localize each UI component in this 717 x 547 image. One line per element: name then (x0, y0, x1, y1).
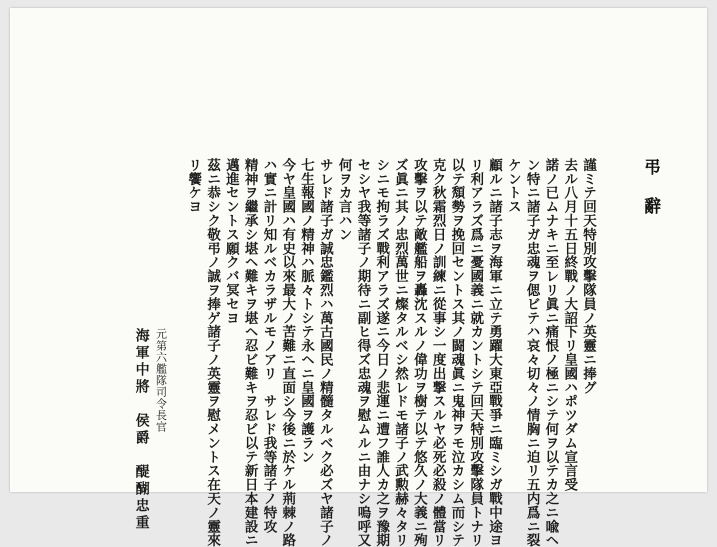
text-column: サレド諸子ガ誠忠鑑烈ハ萬古國民ノ精髓タルベク必ズヤ諸子ノ (316, 158, 333, 547)
text-column: 攻擊ヲ以テ敵艦船ヲ轟沈スルノ偉功ヲ樹テ以テ悠久ノ大義ニ殉 (410, 158, 427, 547)
text-column: 精神ヲ繼承シ堪ヘ難キヲ堪ヘ忍ビ難キヲ忍ビ以テ新日本建設ニ (241, 158, 258, 547)
text-column: シニモ拘ラズ戰利アラズ遂ニ今日ノ悲運ニ遭フ誰人カ之ヲ豫期 (373, 158, 390, 547)
text-column: ケントス (504, 158, 521, 214)
text-column: ズ眞ニ其ノ忠烈萬世ニ燦タルベシ然レドモ諸子ノ武勲赫々タリ (392, 158, 409, 547)
text-column: セシヤ我等諸子ノ期待ニ副ヒ得ズ忠魂ヲ慰ムルニ由ナシ嗚呼又 (354, 158, 371, 547)
text-column: 去ル八月十五日終戰ノ大詔下リ皇國ハポツダム宣言受 (561, 158, 578, 492)
document-title: 弔辭 (640, 158, 660, 236)
text-column: リ利アラズ爲ニ憂國義ニ就カントシテ回天特別攻擊隊員トナリ (467, 158, 484, 547)
text-column: 克ク秋霜烈日ノ訓練ニ從事シ一度出撃スルヤ必死必殺ノ體當リ (429, 158, 446, 547)
text-column: 諾ノ已ムナキニ至レリ眞ニ痛恨ノ極ニシテ何ヲ以テカ之ニ喩ヘ (542, 158, 559, 547)
text-column: 今ヤ皇國ハ有史以來最大ノ苦難ニ直面シ今後ニ於ケル荊棘ノ路 (279, 158, 296, 547)
signatory-title: 元第六艦隊司令長官 (154, 328, 168, 433)
text-column: 以テ頽勢ヲ挽回セントス其ノ闘魂眞ニ鬼神ヲモ泣カシム而シテ (448, 158, 465, 547)
text-column: 謹ミテ回天特別攻擊隊員ノ英靈ニ捧グ (580, 158, 596, 395)
signatory-name: 海軍中將 侯爵 醍醐忠重 (133, 328, 150, 532)
text-column: リ饗ケヨ (185, 158, 202, 214)
text-column: 茲ニ恭シク敬弔ノ誠ヲ捧ゲ諸子ノ英靈ヲ慰メントス在天ノ靈來 (204, 158, 221, 547)
text-column: ハ實ニ計リ知ルベカラザルモノアリ サレド我等諸子ノ特攻 (260, 158, 277, 534)
document-page (10, 8, 707, 547)
text-column: 何ヲカ言ハン (335, 158, 352, 242)
text-column: 顧ルニ諸子志ヲ海軍ニ立テ勇躍大東亞戰爭ニ臨ミシガ戰中途ヨ (486, 158, 503, 547)
text-column: ン特ニ諸子ガ忠魂ヲ偲ビテハ哀々切々ノ情胸ニ迫リ五内爲ニ裂 (523, 158, 540, 547)
text-column: 七生報國ノ精神ハ脈々トシテ永ヘニ皇國ヲ護ラン (298, 158, 315, 464)
condolence-text (11, 158, 611, 547)
text-column: 邁進セントス願クバ冥セヨ (222, 158, 239, 325)
